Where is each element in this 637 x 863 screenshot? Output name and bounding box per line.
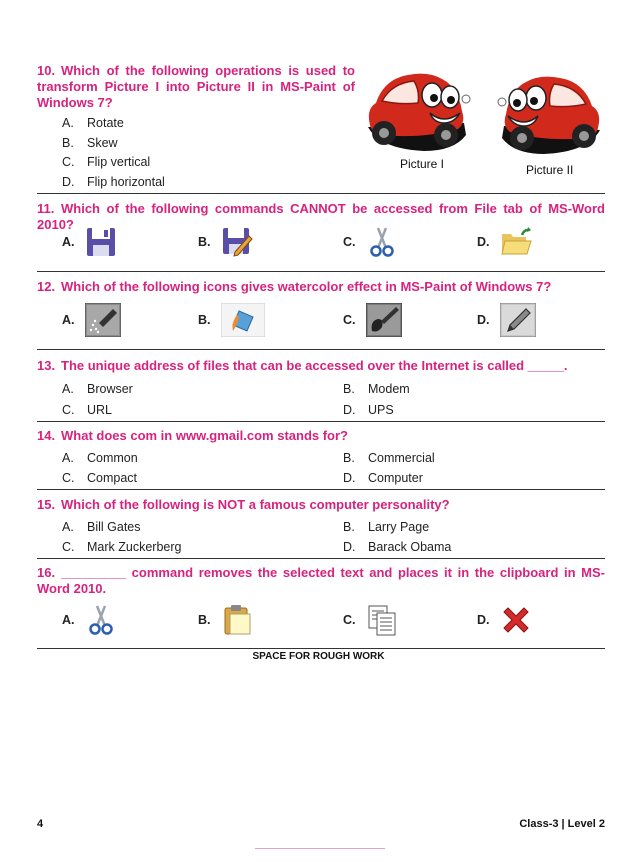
option-b[interactable]: B. Modem (343, 382, 410, 396)
question-12 (37, 279, 605, 295)
option-a[interactable]: A. (62, 604, 117, 636)
watercolor-brush-icon (366, 303, 402, 337)
option-b[interactable]: B. (198, 303, 265, 337)
divider (37, 193, 605, 194)
question-10 (37, 63, 355, 111)
question-number: 15. (37, 497, 56, 512)
option-d[interactable]: D. Flip horizontal (62, 175, 165, 189)
question-text: The unique address of files that can be accessed over the Internet is called _____. (61, 358, 568, 373)
scissors-icon (366, 226, 398, 258)
option-a[interactable]: A. (62, 226, 117, 258)
question-text: Which of the following operations is used to transform Picture I into Picture II in MS-Paint of Windows 7? (37, 63, 355, 110)
option-d[interactable]: D. (477, 604, 532, 636)
question-number: 10. (37, 63, 56, 78)
option-b[interactable]: B. Commercial (343, 451, 435, 465)
question-14 (37, 428, 605, 444)
option-b[interactable]: B. Skew (62, 136, 118, 150)
fill-bucket-icon (221, 303, 265, 337)
option-a[interactable]: A. Browser (62, 382, 133, 396)
open-folder-icon (500, 226, 532, 258)
scissors-icon (85, 604, 117, 636)
question-number: 11. (37, 201, 55, 216)
question-number: 16. (37, 565, 56, 580)
save-as-icon (221, 226, 253, 258)
question-text: Which of the following commands CANNOT be accessed from File tab of MS-Word 2010? (37, 201, 605, 232)
question-text: Which of the following icons gives watercolor effect in MS-Paint of Windows 7? (61, 279, 552, 294)
copy-document-icon (366, 604, 398, 636)
divider (37, 489, 605, 490)
divider (37, 349, 605, 350)
airbrush-icon (85, 303, 121, 337)
question-text: What does com in www.gmail.com stands for? (61, 428, 348, 443)
option-c[interactable]: C. URL (62, 403, 113, 417)
option-b[interactable]: B. (198, 604, 253, 636)
option-d[interactable]: D. Computer (343, 471, 423, 485)
option-c[interactable]: C. (343, 303, 402, 337)
picture-2-caption: Picture II (526, 163, 574, 177)
option-a[interactable]: A. Common (62, 451, 138, 465)
page-number: 4 (37, 818, 44, 830)
footer-line (255, 848, 385, 849)
save-floppy-icon (85, 226, 117, 258)
clipboard-icon (221, 604, 253, 636)
car-picture-1 (362, 65, 472, 160)
option-c[interactable]: C. Flip vertical (62, 155, 151, 169)
class-level: Class-3 | Level 2 (519, 818, 605, 830)
option-c[interactable]: C. (343, 226, 398, 258)
question-text: _________ command removes the selected text and places it in the clipboard in MS-Word 2010. (37, 565, 605, 596)
option-d[interactable]: D. (477, 303, 536, 337)
option-c[interactable]: C. (343, 604, 398, 636)
option-b[interactable]: B. Larry Page (343, 520, 430, 534)
option-d[interactable]: D. (477, 226, 532, 258)
option-b[interactable]: B. (198, 226, 253, 258)
option-d[interactable]: D. UPS (343, 403, 394, 417)
question-13 (37, 358, 605, 374)
divider (37, 558, 605, 559)
option-c[interactable]: C. Compact (62, 471, 138, 485)
divider (37, 271, 605, 272)
picture-1-caption: Picture I (400, 157, 445, 171)
divider (37, 421, 605, 422)
red-x-icon (500, 604, 532, 636)
option-c[interactable]: C. Mark Zuckerberg (62, 540, 182, 554)
option-d[interactable]: D. Barack Obama (343, 540, 452, 554)
question-number: 14. (37, 428, 56, 443)
divider (37, 648, 605, 649)
option-a[interactable]: A. Rotate (62, 116, 124, 130)
question-16 (37, 565, 605, 597)
car-picture-2 (496, 68, 606, 163)
question-number: 12. (37, 279, 56, 294)
question-text: Which of the following is NOT a famous computer personality? (61, 497, 450, 512)
question-number: 13. (37, 358, 56, 373)
pencil-icon (500, 303, 536, 337)
question-15 (37, 497, 605, 513)
rough-work-heading: SPACE FOR ROUGH WORK (252, 651, 385, 662)
option-a[interactable]: A. Bill Gates (62, 520, 141, 534)
option-a[interactable]: A. (62, 303, 121, 337)
